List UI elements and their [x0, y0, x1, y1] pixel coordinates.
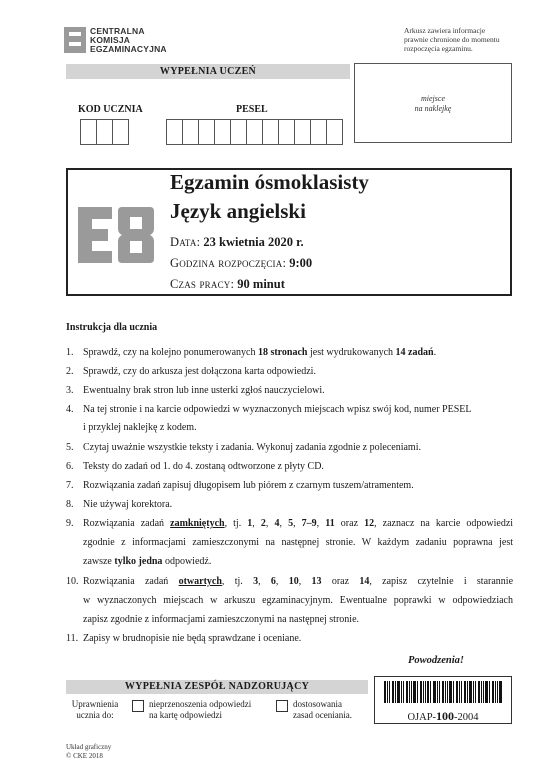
exam-subject: Język angielski — [170, 199, 306, 223]
student-code-cell[interactable] — [80, 119, 97, 145]
legal-notice: Arkusz zawiera informacje prawnie chronione do momentu rozpoczęcia egzaminu. — [404, 26, 500, 53]
footer-credit: Układ graficzny © CKE 2018 — [66, 743, 112, 760]
pesel-cell[interactable] — [326, 119, 343, 145]
exam-start-time: Godzina rozpoczęcia: 9:00 — [170, 256, 313, 270]
sticker-area[interactable]: miejsce na naklejkę — [354, 63, 512, 143]
student-code-cell[interactable] — [112, 119, 129, 145]
pesel-cell[interactable] — [294, 119, 311, 145]
student-code-label: KOD UCZNIA — [78, 104, 143, 115]
student-code-field[interactable] — [80, 119, 128, 145]
no-transfer-label: nieprzenoszenia odpowiedzi na kartę odpowiedzi — [149, 699, 252, 720]
pesel-cell[interactable] — [246, 119, 263, 145]
exam-date: Data: 23 kwietnia 2020 r. — [170, 235, 304, 249]
pesel-cell[interactable] — [166, 119, 183, 145]
student-code-cell[interactable] — [96, 119, 113, 145]
proctor-fill-band: WYPEŁNIA ZESPÓŁ NADZORUJĄCY — [66, 680, 368, 694]
barcode-icon — [384, 681, 502, 703]
pesel-label: PESEL — [236, 104, 268, 115]
no-transfer-checkbox[interactable] — [132, 700, 144, 712]
adjusted-grading-label: dostosowania zasad oceniania. — [293, 699, 352, 720]
student-rights-label: Uprawnienia ucznia do: — [71, 699, 119, 720]
exam-duration: Czas pracy: 90 minut — [170, 277, 285, 291]
student-fill-band: WYPEŁNIA UCZEŃ — [66, 64, 350, 79]
pesel-cell[interactable] — [198, 119, 215, 145]
pesel-field[interactable] — [166, 119, 342, 145]
exam-code: OJAP-100-2004 — [407, 709, 479, 723]
exam-title: Egzamin ósmoklasisty — [170, 170, 369, 194]
pesel-cell[interactable] — [310, 119, 327, 145]
cke-logo — [64, 26, 174, 54]
good-luck: Powodzenia! — [408, 655, 465, 666]
adjusted-grading-checkbox[interactable] — [276, 700, 288, 712]
pesel-cell[interactable] — [214, 119, 231, 145]
pesel-cell[interactable] — [262, 119, 279, 145]
cke-name: CENTRALNA KOMISJA EGZAMINACYJNA — [90, 25, 167, 54]
pesel-cell[interactable] — [182, 119, 199, 145]
pesel-cell[interactable] — [278, 119, 295, 145]
instructions-heading: Instrukcja dla ucznia — [66, 322, 158, 333]
pesel-cell[interactable] — [230, 119, 247, 145]
e8-logo-icon — [76, 205, 156, 265]
cke-logo-icon — [64, 27, 86, 53]
